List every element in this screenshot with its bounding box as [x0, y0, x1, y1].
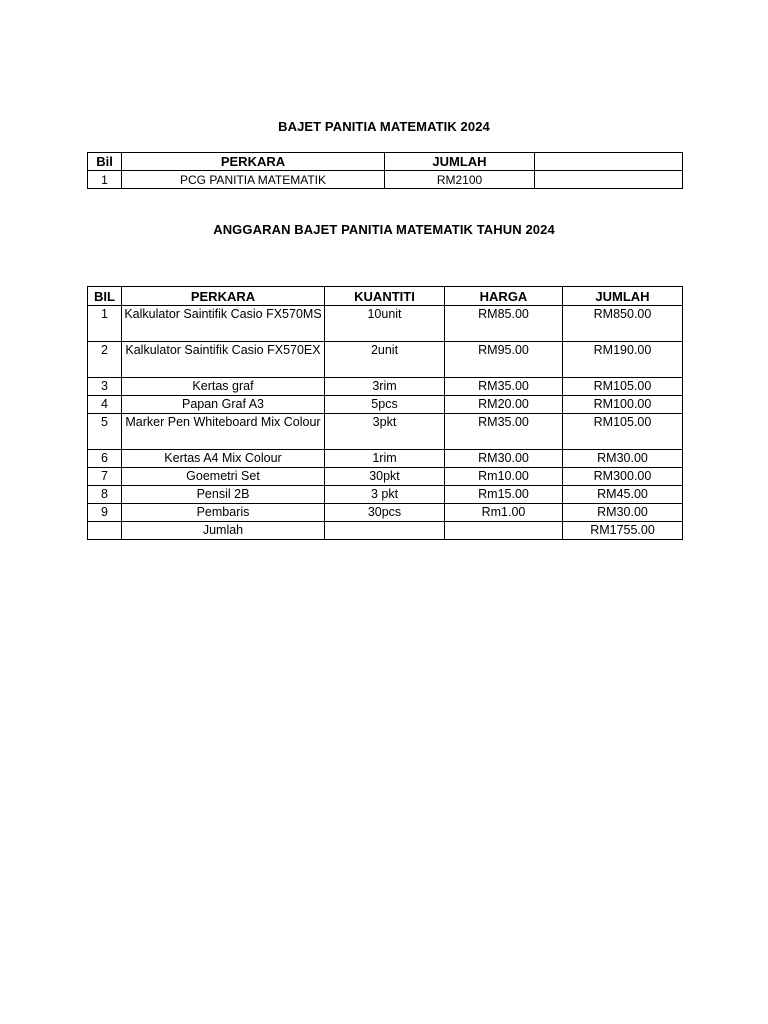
header-perkara: PERKARA	[122, 287, 325, 306]
cell-kuantiti: 5pcs	[325, 396, 445, 414]
cell-jumlah: RM100.00	[563, 396, 683, 414]
cell-jumlah: RM105.00	[563, 378, 683, 396]
budget-title: BAJET PANITIA MATEMATIK 2024	[278, 119, 490, 134]
cell-harga: RM95.00	[445, 342, 563, 378]
cell-bil: 7	[88, 468, 122, 486]
cell-bil: 2	[88, 342, 122, 378]
cell-kuantiti: 3rim	[325, 378, 445, 396]
table-row	[88, 378, 683, 396]
header-kuantiti: KUANTITI	[325, 287, 445, 306]
cell-perkara: Kalkulator Saintifik Casio FX570EX	[122, 342, 325, 378]
cell-bil: 1	[88, 306, 122, 342]
total-row	[88, 522, 683, 540]
cell-perkara: Kertas graf	[122, 378, 325, 396]
cell-perkara: Pensil 2B	[122, 486, 325, 504]
budget-estimate-table	[87, 286, 683, 540]
table-header-row	[88, 287, 683, 306]
cell-perkara: Papan Graf A3	[122, 396, 325, 414]
cell-jumlah: RM850.00	[563, 306, 683, 342]
table-row	[88, 171, 683, 189]
cell-harga: Rm15.00	[445, 486, 563, 504]
cell-jumlah: RM45.00	[563, 486, 683, 504]
cell-perkara: Goemetri Set	[122, 468, 325, 486]
header-blank	[535, 153, 683, 171]
header-bil: Bil	[88, 153, 122, 171]
cell-harga	[445, 522, 563, 540]
table-row	[88, 396, 683, 414]
table-row	[88, 486, 683, 504]
header-perkara: PERKARA	[122, 153, 385, 171]
cell-harga: RM35.00	[445, 414, 563, 450]
budget-estimate-title: ANGGARAN BAJET PANITIA MATEMATIK TAHUN 2024	[213, 222, 555, 237]
cell-kuantiti: 1rim	[325, 450, 445, 468]
table-row	[88, 468, 683, 486]
cell-kuantiti: 10unit	[325, 306, 445, 342]
table-row	[88, 414, 683, 450]
cell-total-label: Jumlah	[122, 522, 325, 540]
table-row	[88, 342, 683, 378]
cell-perkara: Pembaris	[122, 504, 325, 522]
cell-kuantiti: 2unit	[325, 342, 445, 378]
header-harga: HARGA	[445, 287, 563, 306]
table-row	[88, 306, 683, 342]
header-jumlah: JUMLAH	[563, 287, 683, 306]
cell-harga: RM20.00	[445, 396, 563, 414]
cell-kuantiti: 30pkt	[325, 468, 445, 486]
budget-summary-table	[87, 152, 683, 189]
cell-bil: 3	[88, 378, 122, 396]
cell-kuantiti: 3 pkt	[325, 486, 445, 504]
cell-perkara: PCG PANITIA MATEMATIK	[122, 171, 385, 189]
table-row	[88, 504, 683, 522]
header-jumlah: JUMLAH	[385, 153, 535, 171]
cell-jumlah: RM105.00	[563, 414, 683, 450]
cell-jumlah: RM30.00	[563, 450, 683, 468]
cell-kuantiti	[325, 522, 445, 540]
cell-jumlah: RM2100	[385, 171, 535, 189]
cell-kuantiti: 30pcs	[325, 504, 445, 522]
cell-jumlah: RM30.00	[563, 504, 683, 522]
cell-perkara: Marker Pen Whiteboard Mix Colour	[122, 414, 325, 450]
cell-bil	[88, 522, 122, 540]
cell-bil: 1	[88, 171, 122, 189]
cell-harga: Rm10.00	[445, 468, 563, 486]
cell-total-value: RM1755.00	[563, 522, 683, 540]
cell-bil: 9	[88, 504, 122, 522]
table-header-row	[88, 153, 683, 171]
cell-kuantiti: 3pkt	[325, 414, 445, 450]
cell-bil: 6	[88, 450, 122, 468]
cell-perkara: Kalkulator Saintifik Casio FX570MS	[122, 306, 325, 342]
cell-blank	[535, 171, 683, 189]
cell-bil: 4	[88, 396, 122, 414]
header-bil: BIL	[88, 287, 122, 306]
table-row	[88, 450, 683, 468]
cell-harga: RM30.00	[445, 450, 563, 468]
cell-harga: RM35.00	[445, 378, 563, 396]
cell-bil: 8	[88, 486, 122, 504]
cell-bil: 5	[88, 414, 122, 450]
cell-jumlah: RM300.00	[563, 468, 683, 486]
cell-harga: Rm1.00	[445, 504, 563, 522]
cell-jumlah: RM190.00	[563, 342, 683, 378]
cell-perkara: Kertas A4 Mix Colour	[122, 450, 325, 468]
cell-harga: RM85.00	[445, 306, 563, 342]
